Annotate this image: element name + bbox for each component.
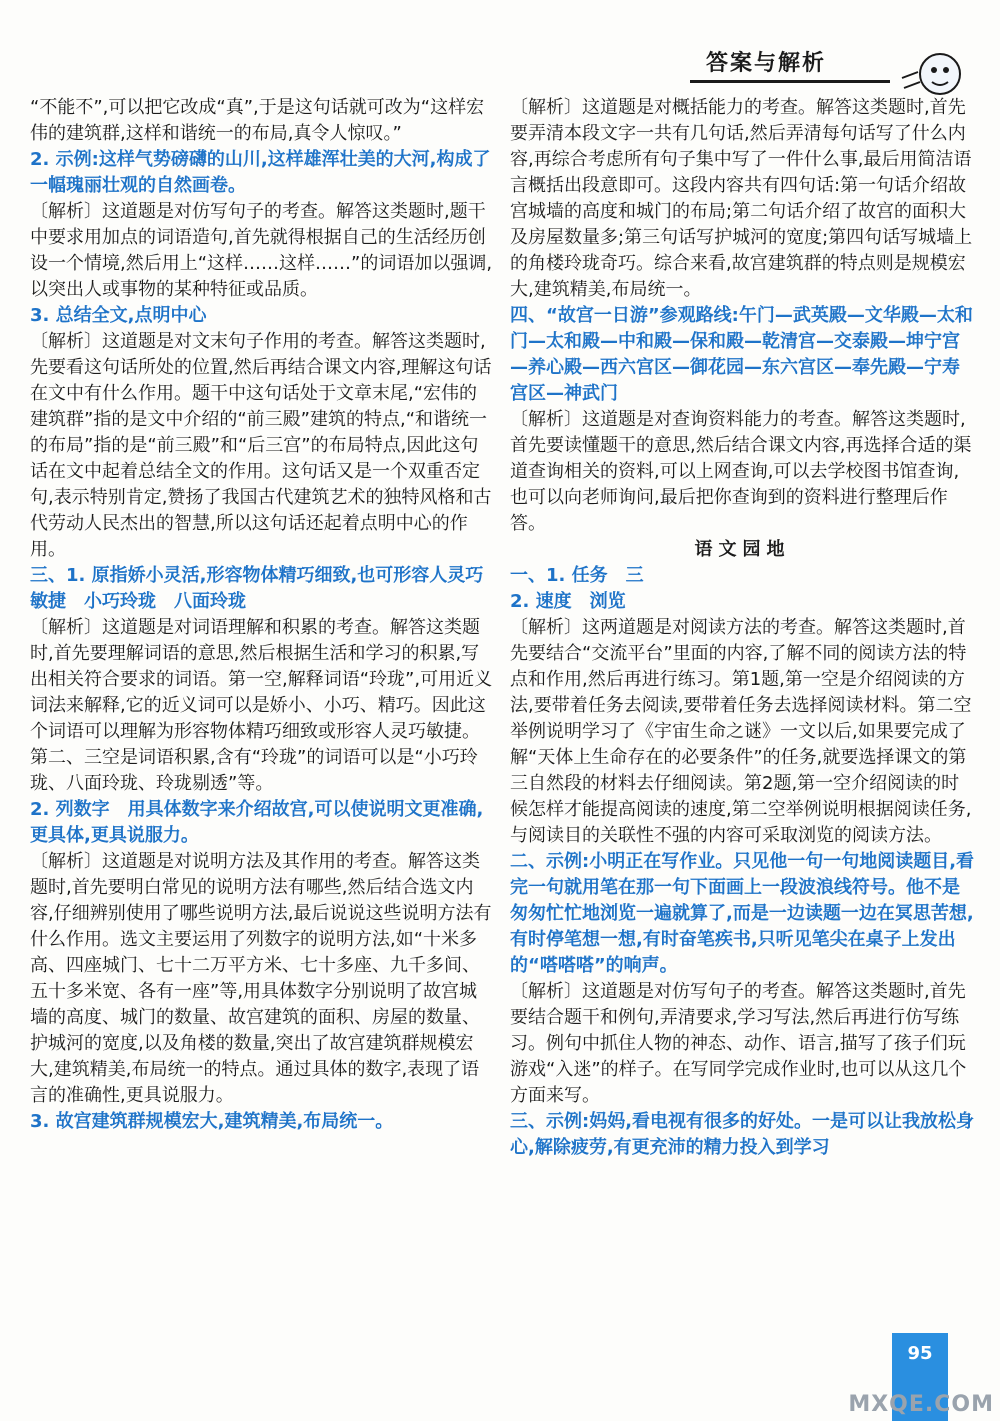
header-rule (690, 80, 890, 83)
page-footer (840, 1331, 1000, 1421)
analysis-paragraph: 〔解析〕这道题是对查询资料能力的考查。解答这类题时,首先要读懂题干的意思,然后结合课文内容,再选择合适的渠道查询相关的资料,可以上网查询,可以去学校图书馆查询,也可以向老师询问,最后把你查询到的资料进行整理后作答。 (510, 409, 972, 534)
answer-paragraph: 一、1. 任务 三 (510, 565, 644, 586)
analysis-paragraph: 〔解析〕这道题是对文末句子作用的考查。解答这类题时,先要看这句话所处的位置,然后再结合课文内容,理解这句话在文中有什么作用。题干中这句话处于文章末尾,“宏伟的建筑群”指的是文中介绍的“前三殿”建筑的特点,“和谐统一的布局”指的是“前三殿”和“后三宫”的布局特点,因此这句话在文中起着总结全文的作用。这句话又是一个双重否定句,表示特别肯定,赞扬了我国古代建筑艺术的独特风格和古代劳动人民杰出的智慧,所以这句话还起着点明中心的作用。 (30, 331, 492, 560)
section-title: 语文园地 (694, 539, 791, 560)
header-title: 答案与解析 (706, 51, 827, 76)
analysis-paragraph: 〔解析〕这道题是对仿写句子的考查。解答这类题时,首先要结合题干和例句,弄清要求,学习写法,然后再进行仿写练习。例句中抓住人物的神态、动作、语言,描写了孩子们玩游戏“入迷”的样子。在写同学完成作业时,也可以从这几个方面来写。 (510, 981, 967, 1106)
answer-paragraph: 2. 列数字 用具体数字来介绍故宫,可以使说明文更准确,更具体,更具说服力。 (30, 799, 484, 846)
analysis-paragraph: 〔解析〕这道题是对仿写句子的考查。解答这类题时,题干中要求用加点的词语造句,首先就得根据自己的生活经历创设一个情境,然后用上“这样……这样……”的词语加以强调,以突出人或事物的某种特征或品质。 (30, 201, 493, 300)
answer-paragraph: 2. 示例:这样气势磅礴的山川,这样雄浑壮美的大河,构成了一幅瑰丽壮观的自然画卷。 (30, 149, 491, 196)
answer-paragraph: 3. 总结全文,点明中心 (30, 305, 207, 326)
page-number: 95 (907, 1343, 933, 1364)
right-column (510, 95, 975, 1161)
watermark: MXQE.COM (848, 1392, 994, 1417)
answer-paragraph: 二、示例:小明正在写作业。只见他一句一句地阅读题目,看完一句就用笔在那一句下面画上一段波浪线符号。他不是匆匆忙忙地浏览一遍就算了,而是一边读题一边在冥思苦想,有时停笔想一想,有时奋笔疾书,只听见笔尖在桌子上发出的“嗒嗒嗒”的响声。 (510, 851, 975, 976)
answer-paragraph: 四、“故宫一日游”参观路线:午门—武英殿—文华殿—太和门—太和殿—中和殿—保和殿—乾清宫—交泰殿—坤宁宫—养心殿—西六宫区—御花园—东六宫区—奉先殿—宁寿宫区—神武门 (510, 305, 973, 404)
analysis-paragraph: 〔解析〕这道题是对词语理解和积累的考查。解答这类题时,首先要理解词语的意思,然后根据生活和学习的积累,写出相关符合要求的词语。第一空,解释词语“玲珑”,可用近义词法来解释,它的近义词可以是娇小、小巧、精巧。因此这个词语可以理解为形容物体精巧细致或形容人灵巧敏捷。第二、三空是词语积累,含有“玲珑”的词语可以是“小巧玲珑、八面玲珑、玲珑剔透”等。 (30, 617, 493, 794)
analysis-paragraph: 〔解析〕这两道题是对阅读方法的考查。解答这类题时,首先要结合“交流平台”里面的内容,了解不同的阅读方法的特点和作用,然后再进行练习。第1题,第一空是介绍阅读的方法,要带着任务去阅读,要带着任务去选择阅读材料。第二空举例说明学习了《宇宙生命之谜》一文以后,如果要完成了解“天体上生命存在的必要条件”的任务,就要选择课文的第三自然段的材料去仔细阅读。第2题,第一空介绍阅读的时候怎样才能提高阅读的速度,第二空举例说明根据阅读任务,与阅读目的关联性不强的内容可采取浏览的阅读方法。 (510, 617, 972, 846)
answer-paragraph: 三、示例:妈妈,看电视有很多的好处。一是可以让我放松身心,解除疲劳,有更充沛的精力投入到学习 (510, 1111, 975, 1158)
answer-paragraph: 2. 速度 浏览 (510, 591, 626, 612)
answer-paragraph: 3. 故宫建筑群规模宏大,建筑精美,布局统一。 (30, 1111, 394, 1132)
analysis-paragraph: 〔解析〕这道题是对概括能力的考查。解答这类题时,首先要弄清本段文字一共有几句话,然后弄清每句话写了什么内容,再综合考虑所有句子集中写了一件什么事,最后用简洁语言概括出段意即可。这段内容共有四句话:第一句话介绍故宫城墙的高度和城门的布局;第二句话介绍了故宫的面积大及房屋数量多;第三句话写护城河的宽度;第四句话写城墙上的角楼玲珑奇巧。综合来看,故宫建筑群的特点则是规模宏大,建筑精美,布局统一。 (510, 97, 973, 300)
left-column (30, 95, 495, 1135)
analysis-paragraph: 〔解析〕这道题是对说明方法及其作用的考查。解答这类题时,首先要明白常见的说明方法有哪些,然后结合选文内容,仔细辨别使用了哪些说明方法,最后说说这些说明方法有什么作用。选文主要运用了列数字的说明方法,如“十米多高、四座城门、七十二万平方米、七十多座、九千多间、五十多米宽、各有一座”等,用具体数字分别说明了故宫城墙的高度、城门的数量、故宫建筑的面积、房屋的数量、护城河的宽度,以及角楼的数量,突出了故宫建筑群规模宏大,建筑精美,布局统一的特点。通过具体的数字,表现了语言的准确性,更具说服力。 (30, 851, 492, 1106)
analysis-paragraph: “不能不”,可以把它改成“真”,于是这句话就可改为“这样宏伟的建筑群,这样和谐统一的布局,真令人惊叹。” (30, 97, 485, 144)
answer-paragraph: 三、1. 原指娇小灵活,形容物体精巧细致,也可形容人灵巧敏捷 小巧玲珑 八面玲珑 (30, 565, 484, 612)
